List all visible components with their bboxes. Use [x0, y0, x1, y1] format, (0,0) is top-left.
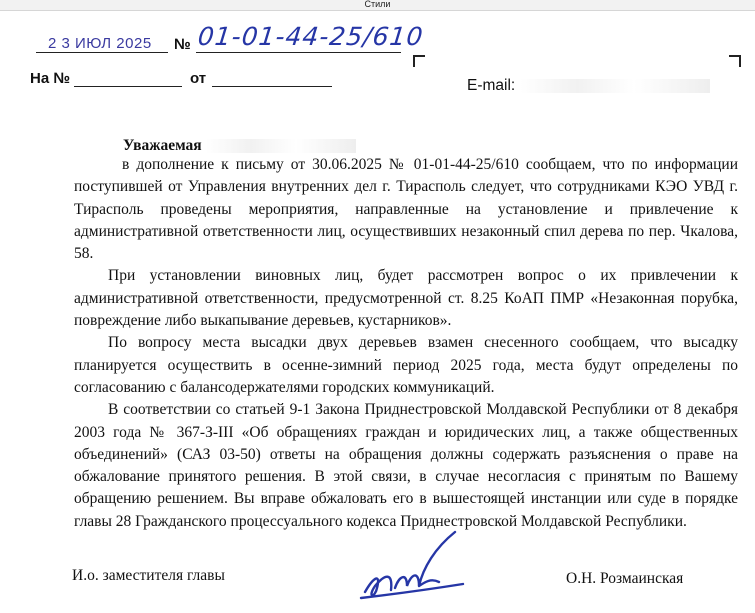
address-corner-left — [413, 55, 425, 67]
salutation — [123, 137, 356, 155]
handwritten-number: 01-01-44-25/610 — [196, 22, 425, 51]
number-label: № — [174, 36, 191, 53]
date-underline — [36, 52, 168, 53]
paragraph-4: В соответствии со статьей 9-1 Закона Приднестровской Молдавской Республики от 8 декабря 2003 года № 367-З-III «Об обращениях граждан и юридических лиц, а также общественных объединений» (САЗ 03-50) ответы на обращения должны содержать разъяснения о праве на обжалование принятого решения. В этой связи, в случае несогласия с принятым по Вашему обращению решением. Вы вправе обжаловать его в вышестоящей инстанции или суде в порядке главы 28 Гражданского процессуального кодекса Приднестровской Молдавской Республики. — [74, 401, 738, 530]
address-corner-right — [729, 55, 741, 67]
addressee-redacted — [206, 139, 356, 153]
paragraph-2: При установлении виновных лиц, будет рассмотрен вопрос о их привлечении к административной ответственности, предусмотренной ст. 8.25 КоАП ПМР «Незаконная порубка, повреждение либо выкапывание деревьев, кустарников». — [74, 267, 738, 330]
email-label-text: E-mail: — [467, 77, 516, 94]
signatory-name: О.Н. Розмаинская — [566, 570, 684, 587]
paragraph-3: По вопросу места высадки двух деревьев взамен снесенного сообщаем, что высадку планируется осуществить в осенне-зимний период 2025 года, места будут определены по согласованию с балансодержателями городских коммуникаций. — [74, 334, 738, 396]
ref-date-underline — [212, 86, 332, 87]
signatory-position: И.о. заместителя главы — [72, 567, 225, 584]
ref-from-label: от — [190, 70, 207, 87]
handwritten-signature — [355, 528, 485, 608]
ref-label: На № — [30, 70, 71, 87]
title-bar — [0, 0, 755, 11]
number-underline — [196, 52, 401, 53]
ref-number-underline — [74, 86, 182, 87]
letter-body — [74, 154, 738, 533]
window-title: Стили — [364, 0, 391, 9]
date-stamp: 2 3 ИЮЛ 2025 — [48, 35, 152, 52]
email-redacted — [520, 79, 710, 93]
salutation-text: Уважаемая — [123, 137, 202, 154]
paragraph-1: в дополнение к письму от 30.06.2025 № 01-01-44-25/610 сообщаем, что по информации поступившей от Управления внутренних дел г. Тирасполь следует, что сотрудниками КЭО УВД г. Тирасполь проведены мероприятия, направленные на установление и привлечение к административной ответственности лиц, осуществивших незаконный спил дерева по пер. Чкалова, 58. — [74, 156, 738, 263]
email-label — [467, 77, 710, 95]
